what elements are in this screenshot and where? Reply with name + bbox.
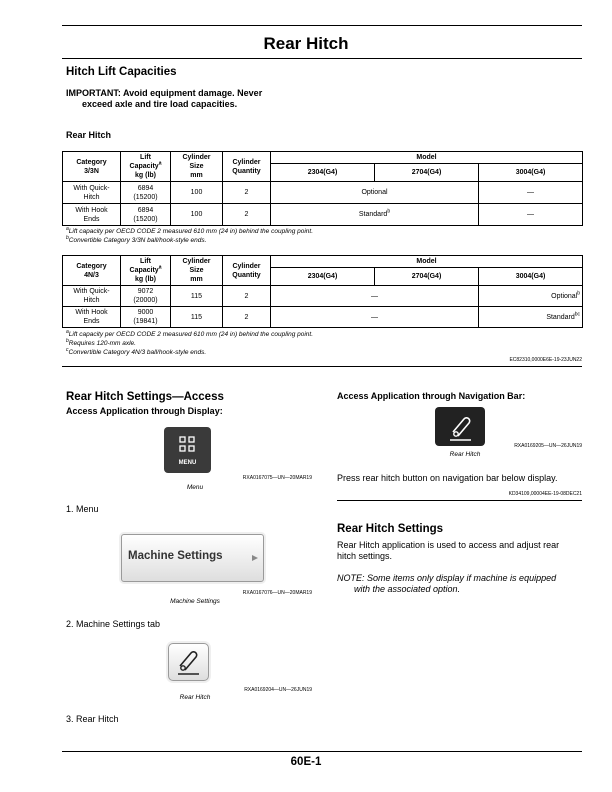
cell-category: With Quick- Hitch <box>63 182 121 204</box>
rear-hitch-button-image <box>168 643 209 681</box>
header-model-3004: 3004(G4) <box>479 164 583 182</box>
page-number: 60E-1 <box>290 756 322 768</box>
cell-size: 100 <box>171 204 223 226</box>
header-model-3004: 3004(G4) <box>479 268 583 286</box>
table-row <box>63 286 583 307</box>
cell-size: 100 <box>171 182 223 204</box>
cell-category: With Quick- Hitch <box>63 286 121 307</box>
rear-hitch-caption: Rear Hitch <box>179 694 211 701</box>
cell-availability: — <box>271 307 479 328</box>
rear-hitch-figure-code: RXA0169204—UN—26JUN19 <box>244 687 312 693</box>
access-display-subheading: Access Application through Display: <box>66 406 223 416</box>
header-cylinder-size: Cylinder Size mm <box>171 256 223 286</box>
step-1: 1. Menu <box>66 504 99 514</box>
table-row <box>63 204 583 226</box>
cell-category: With Hook Ends <box>63 204 121 226</box>
header-lift-capacity: Lift Capacity$^a$ kg (lb) <box>121 152 171 182</box>
header-model-2304: 2304(G4) <box>271 164 375 182</box>
header-model-2704: 2704(G4) <box>375 164 479 182</box>
cell-3004: Standard$^{bc}$ <box>479 307 583 328</box>
navbar-caption: Rear Hitch <box>449 451 481 458</box>
cell-availability: Standard$^b$ <box>271 204 479 226</box>
table2-footnote-b: $^b$Requires 120-mm axle. <box>66 337 136 347</box>
header-model: Model <box>271 256 583 268</box>
important-line-2: exceed axle and tire load capacities. <box>82 99 238 109</box>
section-heading-settings: Rear Hitch Settings <box>337 523 444 535</box>
cell-qty: 2 <box>223 182 271 204</box>
menu-button-image <box>164 427 211 473</box>
header-model-2704: 2704(G4) <box>375 268 479 286</box>
cell-3004: — <box>479 182 583 204</box>
menu-figure-code: RXA0167075—UN—20MAR19 <box>242 475 312 481</box>
page-title: Rear Hitch <box>263 34 349 53</box>
access-navbar-subheading: Access Application through Navigation Bar: <box>337 391 526 401</box>
section-heading-access: Rear Hitch Settings—Access <box>66 391 224 403</box>
important-line-1: IMPORTANT: Avoid equipment damage. Never <box>66 88 263 98</box>
document-code-2: KD34109,00004EE-19-08DEC21 <box>508 491 582 497</box>
machine-settings-caption: Machine Settings <box>170 598 220 605</box>
menu-icon-label: MENU <box>178 460 197 466</box>
cell-availability: Optional <box>271 182 479 204</box>
table-header-row <box>63 152 583 164</box>
table2-footnote-a: $^a$Lift capacity per OECD CODE 2 measured 610 mm (24 in) behind the coupling point. <box>66 328 314 338</box>
cell-lift: 6894 (15200) <box>121 204 171 226</box>
triangle-right-icon <box>251 554 259 562</box>
right-column-rule <box>337 500 582 501</box>
table2-footnote-c: $^c$Convertible Category 4N/3 ball/hook-style ends. <box>66 346 207 356</box>
settings-note-line-2: with the associated option. <box>354 584 461 594</box>
footer-rule <box>62 751 582 752</box>
document-code-1: EC82310,0000E6E-19-23JUN22 <box>509 357 582 363</box>
rear-hitch-icon <box>169 644 208 680</box>
cell-size: 115 <box>171 286 223 307</box>
settings-text-line-1: Rear Hitch application is used to access and adjust rear <box>337 540 560 550</box>
cell-qty: 2 <box>223 286 271 307</box>
table1-footnote-a: $^a$Lift capacity per OECD CODE 2 measured 610 mm (24 in) behind the coupling point. <box>66 225 314 235</box>
table-header-row <box>63 256 583 268</box>
cell-category: With Hook Ends <box>63 307 121 328</box>
settings-note-line-1: NOTE: Some items only display if machine is equipped <box>337 573 557 583</box>
header-model: Model <box>271 152 583 164</box>
top-rule <box>62 25 582 26</box>
header-cylinder-size: Cylinder Size mm <box>171 152 223 182</box>
title-rule <box>62 58 582 59</box>
navbar-rear-hitch-button-image <box>435 407 485 446</box>
cell-size: 115 <box>171 307 223 328</box>
grid-icon <box>164 427 211 473</box>
step-2: 2. Machine Settings tab <box>66 619 161 629</box>
section-rule <box>62 366 582 367</box>
table-row <box>63 182 583 204</box>
step-3: 3. Rear Hitch <box>66 714 119 724</box>
cell-lift: 9000 (19841) <box>121 307 171 328</box>
header-category: Category 4N/3 <box>63 256 121 286</box>
machine-settings-figure-code: RXA0167076—UN—20MAR19 <box>242 590 312 596</box>
rear-hitch-subheading: Rear Hitch <box>66 130 112 140</box>
table1-footnote-b: $^b$Convertible Category 3/3N ball/hook-style ends. <box>66 234 207 244</box>
settings-text-line-2: hitch settings. <box>337 551 393 561</box>
cell-3004: Optional$^b$ <box>479 286 583 307</box>
cell-availability: — <box>271 286 479 307</box>
machine-settings-tab-image <box>121 534 264 582</box>
header-lift-capacity: Lift Capacity$^a$ kg (lb) <box>121 256 171 286</box>
header-cylinder-quantity: Cylinder Quantity <box>223 256 271 286</box>
menu-caption: Menu <box>186 484 204 491</box>
header-model-2304: 2304(G4) <box>271 268 375 286</box>
lift-capacity-table-4n-3 <box>62 255 583 328</box>
table-row <box>63 307 583 328</box>
rear-hitch-icon <box>435 407 485 446</box>
cell-lift: 9072 (20000) <box>121 286 171 307</box>
cell-qty: 2 <box>223 204 271 226</box>
cell-lift: 6894 (15200) <box>121 182 171 204</box>
section-heading-lift-capacities: Hitch Lift Capacities <box>66 66 177 78</box>
lift-capacity-table-3-3n <box>62 151 583 226</box>
navbar-figure-code: RXA0169205—UN—26JUN19 <box>514 443 582 449</box>
navbar-instruction: Press rear hitch button on navigation bar below display. <box>337 473 558 483</box>
cell-3004: — <box>479 204 583 226</box>
cell-qty: 2 <box>223 307 271 328</box>
machine-settings-label: Machine Settings <box>128 550 223 562</box>
header-cylinder-quantity: Cylinder Quantity <box>223 152 271 182</box>
header-category: Category 3/3N <box>63 152 121 182</box>
